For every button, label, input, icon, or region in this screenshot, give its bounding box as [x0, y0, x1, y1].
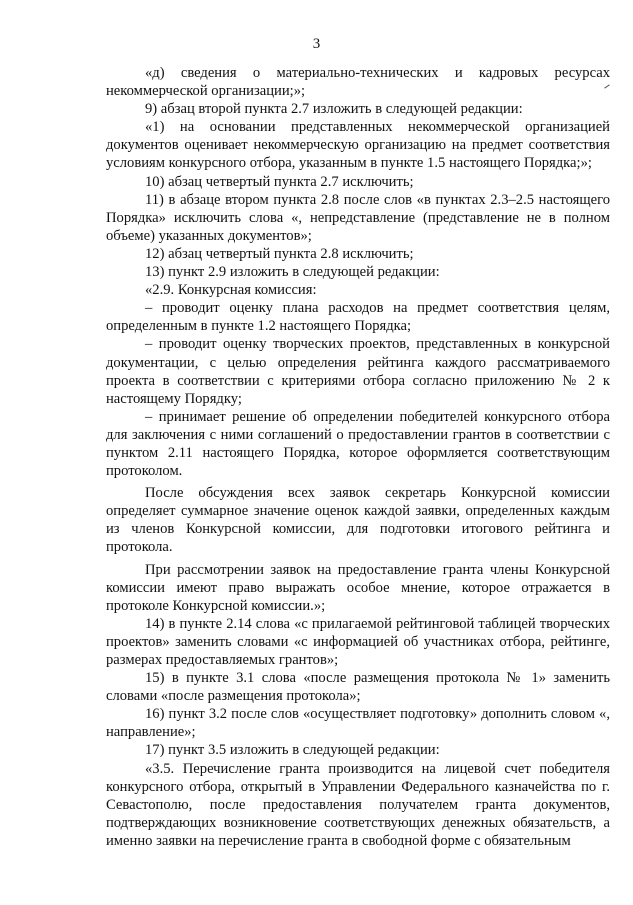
paragraph: – проводит оценку плана расходов на предмет соответствия целям, определенным в пункте 1.2 настоящего Порядка;	[106, 300, 610, 335]
paragraph: «д) сведения о материально-технических и кадровых ресурсах некоммерческой организации;»;	[106, 65, 610, 100]
paragraph: – принимает решение об определении победителей конкурсного отбора для заключения с ними соглашений о предоставлении грантов в соответствии с пунктом 2.11 настоящего Порядка, которое оформляется соответствующим протоколом.	[106, 408, 610, 480]
paragraph: 11) в абзаце втором пункта 2.8 после слов «в пунктах 2.3–2.5 настоящего Порядка» исключить слова «, непредставление (представление не в полном объеме) указанных документов»;	[106, 191, 610, 244]
paragraph: – проводит оценку творческих проектов, представленных в конкурсной документации, с целью определения рейтинга каждого рассматриваемого проекта в соответствии с критериями отбора согласно приложению № 2 к настоящему Порядку;	[106, 336, 610, 407]
page-number: 3	[312, 36, 321, 52]
paragraph: 16) пункт 3.2 после слов «осуществляет подготовку» дополнить словом «, направление»;	[106, 706, 610, 741]
paragraph: 14) в пункте 2.14 слова «с прилагаемой рейтинговой таблицей творческих проектов» заменить словами «с информацией об участниках отбора, рейтинге, размерах предоставляемых грантов»;	[106, 615, 610, 668]
paragraph: 10) абзац четвертый пункта 2.7 исключить;	[145, 173, 414, 190]
paragraph: При рассмотрении заявок на предоставление гранта члены Конкурсной комиссии имеют право выражать особое мнение, которое отражается в протоколе Конкурсной комиссии.»;	[106, 561, 610, 614]
paragraph: 9) абзац второй пункта 2.7 изложить в следующей редакции:	[145, 101, 523, 118]
paragraph: «1) на основании представленных некоммерческой организацией документов оценивает некоммерческую организацию на предмет соответствия условиям конкурсного отбора, указанным в пункте 1.5 настоящего Порядка;»;	[106, 119, 610, 172]
paragraph: 12) абзац четвертый пункта 2.8 исключить;	[145, 245, 414, 262]
paragraph: 13) пункт 2.9 изложить в следующей редакции:	[145, 264, 440, 281]
paragraph: После обсуждения всех заявок секретарь Конкурсной комиссии определяет суммарное значение оценок каждой заявки, определенных каждым из членов Конкурсной комиссии, для подготовки итогового рейтинга и протокола.	[106, 485, 610, 556]
paragraph: 15) в пункте 3.1 слова «после размещения протокола № 1» заменить словами «после размещения протокола»;	[106, 670, 610, 705]
paragraph: «2.9. Конкурсная комиссия:	[145, 282, 317, 299]
paragraph: «3.5. Перечисление гранта производится на лицевой счет победителя конкурсного отбора, открытый в Управлении Федерального казначейства по г. Севастополю, после предоставления получателем гранта документов, подтверждающих возникновение соответствующих денежных обязательств, а именно заявки на перечисление гранта в свободной форме с обязательным	[106, 760, 610, 849]
document-body	[106, 64, 610, 850]
paragraph: 17) пункт 3.5 изложить в следующей редакции:	[145, 742, 440, 759]
